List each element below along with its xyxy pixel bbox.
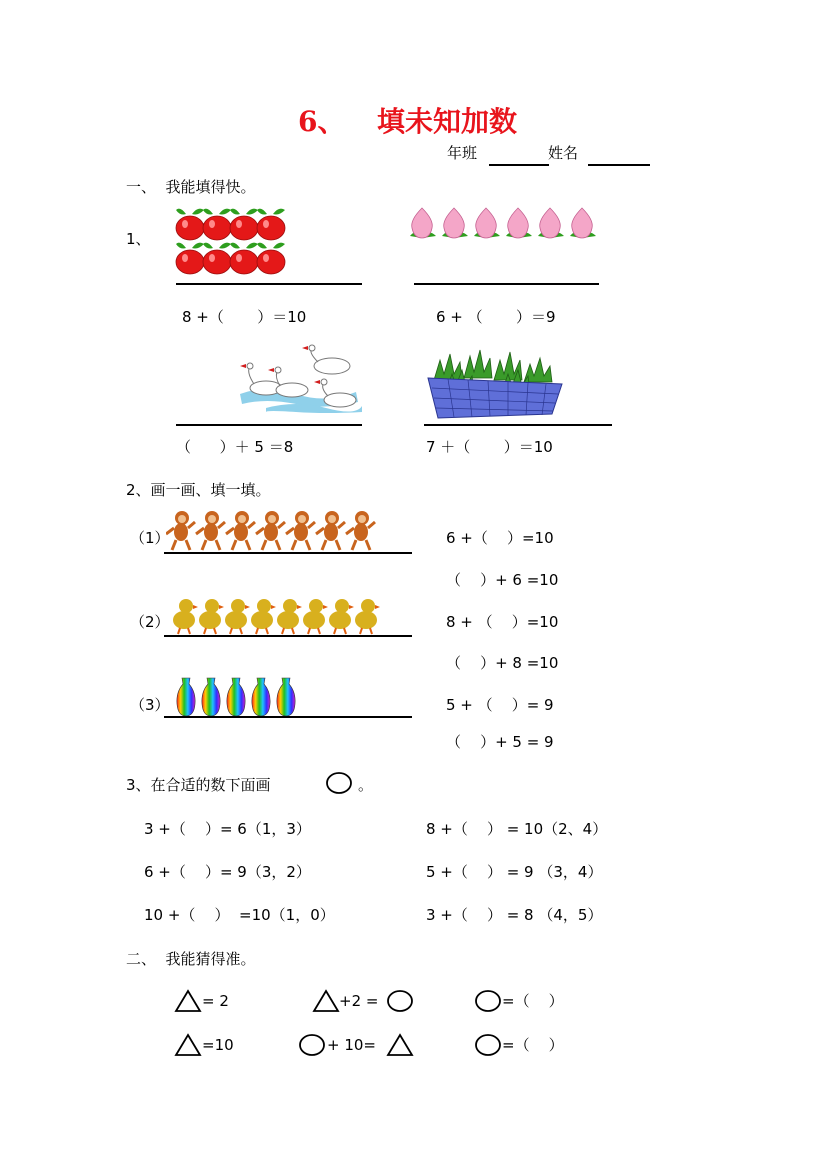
monkey-icon (196, 511, 225, 550)
chick-icon (355, 599, 380, 634)
chick-icon (277, 599, 302, 634)
pineapple-basket-image (424, 348, 564, 420)
choice-right-1: 8 +（ ） = 10（2、4） (426, 820, 608, 838)
vases-image (172, 676, 306, 718)
equation-2-4: （ ）+ 8 =10 (446, 654, 559, 672)
answer-line-pineapples[interactable] (424, 424, 612, 426)
class-blank[interactable] (489, 164, 549, 166)
peach-icon (538, 208, 564, 238)
monkeys-image (166, 510, 382, 552)
vase-icon (202, 678, 220, 716)
monkey-icon (226, 511, 255, 550)
triangle-symbol (312, 989, 340, 1013)
equation-peaches: 6 + （ ）＝9 (436, 308, 556, 326)
guess-r2-c2: + 10= (327, 1036, 376, 1054)
guess-r1-c3: =（ ） (502, 992, 564, 1010)
peach-icon (474, 208, 500, 238)
guess-r2-c3: =（ ） (502, 1036, 564, 1054)
peach-icon (410, 208, 436, 238)
equation-2-5: 5 + （ ）= 9 (446, 696, 554, 714)
class-label: 年班 (447, 144, 478, 162)
guess-r1-c1: = 2 (202, 992, 229, 1010)
answer-line-apples[interactable] (176, 283, 362, 285)
monkey-icon (166, 511, 195, 550)
chick-icon (303, 599, 328, 634)
chick-icon (173, 599, 198, 634)
apple-icon (230, 209, 258, 240)
vase-icon (252, 678, 270, 716)
peach-icon (506, 208, 532, 238)
apple-icon (230, 243, 258, 274)
monkey-icon (256, 511, 285, 550)
drawing-line-3[interactable] (164, 716, 412, 718)
swans-image (236, 344, 364, 414)
vase-icon (177, 678, 195, 716)
question-label-1: 1、 (126, 230, 151, 248)
choice-right-3: 3 +（ ） = 8 （4，5） (426, 906, 603, 924)
apple-icon (257, 209, 285, 240)
circle-symbol (474, 1033, 502, 1057)
circle-symbol (325, 771, 353, 795)
triangle-symbol (174, 1033, 202, 1057)
page-title: 填未知加数 (377, 105, 518, 138)
monkey-icon (346, 511, 375, 550)
apple-icon (203, 243, 231, 274)
choice-right-2: 5 +（ ） = 9 （3，4） (426, 863, 603, 881)
equation-swans: （ ）＋ 5 ＝8 (176, 438, 294, 456)
section-heading-1: 一、 我能填得快。 (126, 178, 256, 196)
title-number: 6、 (298, 105, 346, 138)
equation-2-2: （ ）+ 6 =10 (446, 571, 559, 589)
name-label: 姓名 (548, 144, 579, 162)
drawing-line-1[interactable] (164, 552, 412, 554)
triangle-symbol (174, 989, 202, 1013)
chick-icon (225, 599, 250, 634)
section-heading-3: 3、在合适的数下面画 (126, 776, 271, 794)
chick-icon (251, 599, 276, 634)
apple-icon (203, 209, 231, 240)
peaches-image (404, 206, 604, 248)
equation-2-3: 8 + （ ）=10 (446, 613, 559, 631)
choice-left-1: 3 +（ ）= 6（1，3） (144, 820, 311, 838)
choice-left-2: 6 +（ ）= 9（3，2） (144, 863, 311, 881)
vase-icon (227, 678, 245, 716)
equation-apples: 8 +（ ）＝10 (182, 308, 307, 326)
section-heading-guess: 二、 我能猜得准。 (126, 950, 256, 968)
circle-symbol (298, 1033, 326, 1057)
equation-2-6: （ ）+ 5 = 9 (446, 733, 554, 751)
choice-left-3: 10 +（ ） =10（1，0） (144, 906, 335, 924)
triangle-symbol (386, 1033, 414, 1057)
equation-pineapples: 7 ＋（ ）＝10 (426, 438, 553, 456)
apple-icon (176, 209, 204, 240)
row-label-1: （1） (130, 529, 170, 547)
apples-image (172, 204, 290, 280)
equation-2-1: 6 +（ ）=10 (446, 529, 554, 547)
section-heading-2: 2、画一画、填一填。 (126, 481, 271, 499)
monkey-icon (316, 511, 345, 550)
row-label-3: （3） (130, 696, 170, 714)
drawing-line-2[interactable] (164, 635, 412, 637)
apple-icon (257, 243, 285, 274)
peach-icon (442, 208, 468, 238)
answer-line-peaches[interactable] (414, 283, 599, 285)
chicks-image (172, 596, 390, 636)
monkey-icon (286, 511, 315, 550)
chick-icon (329, 599, 354, 634)
name-blank[interactable] (588, 164, 650, 166)
row-label-2: （2） (130, 613, 170, 631)
chick-icon (199, 599, 224, 634)
answer-line-swans[interactable] (176, 424, 362, 426)
peach-icon (570, 208, 596, 238)
guess-r2-c1: =10 (202, 1036, 234, 1054)
guess-r1-c2: +2 = (339, 992, 379, 1010)
heading-3-end: 。 (358, 776, 374, 794)
apple-icon (176, 243, 204, 274)
circle-symbol (386, 989, 414, 1013)
vase-icon (277, 678, 295, 716)
circle-symbol (474, 989, 502, 1013)
